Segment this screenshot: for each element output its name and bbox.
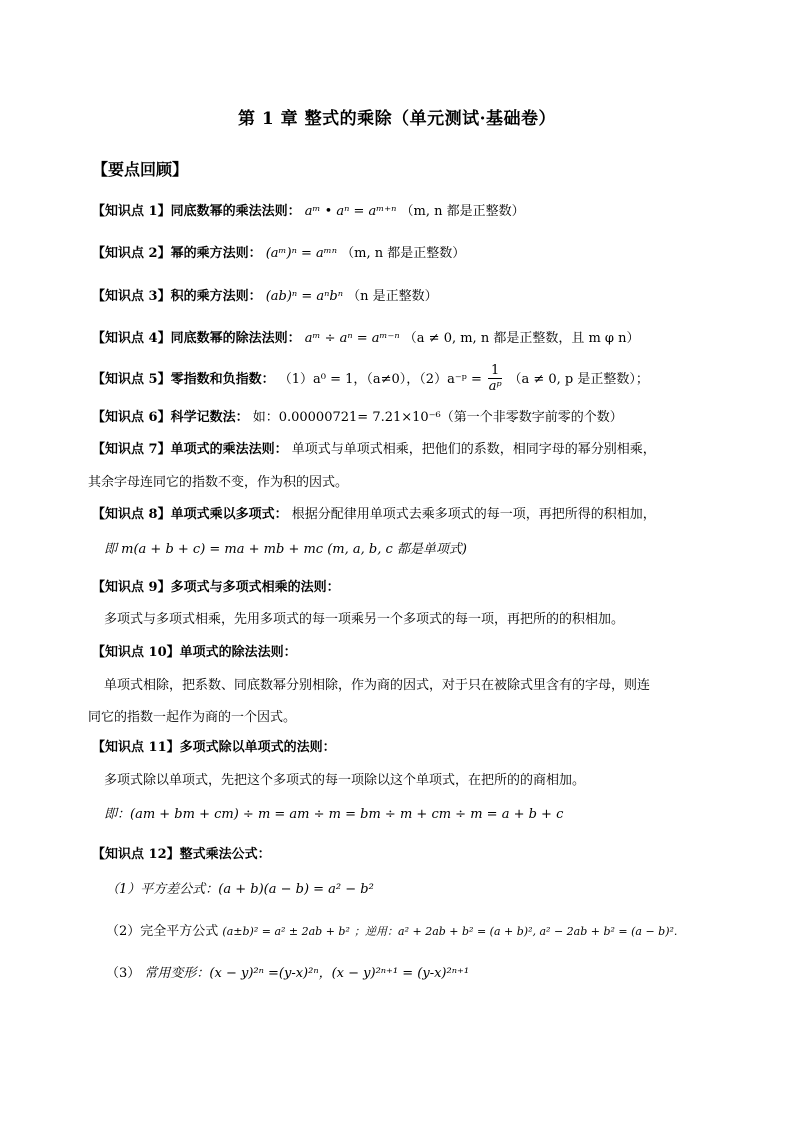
kp1-note: （m, n 都是正整数） [400, 204, 525, 219]
section-heading: 【要点回顾】 [92, 160, 189, 179]
kp6-text: 如：0.00000721= 7.21×10⁻⁶（第一个非零数字前零的个数） [252, 410, 623, 425]
kp5-part2: （a ≠ 0, p 是正整数）； [508, 372, 649, 387]
kp2-label: 【知识点 2】幂的乘方法则： [92, 246, 262, 261]
kp4-formula: aᵐ ÷ aⁿ = aᵐ⁻ⁿ [304, 331, 400, 346]
knowledge-point-1 [92, 204, 525, 220]
kp12-f3-label: （3） [106, 966, 141, 981]
knowledge-point-11-label: 【知识点 11】多项式除以单项式的法则： [92, 740, 336, 755]
kp11-text1: 多项式除以单项式，先把这个多项式的每一项除以这个单项式，在把所的的商相加。 [104, 773, 586, 788]
kp10-text2: 同它的指数一起作为商的一个因式。 [88, 710, 297, 725]
kp11-formula: 即：(am + bm + cm) ÷ m = am ÷ m = bm ÷ m + cm ÷ m = a + b + c [104, 807, 564, 822]
kp3-note: （n 是正整数） [347, 289, 438, 304]
knowledge-point-5 [92, 364, 649, 395]
kp12-f2-inverse: ；逆用：a² + 2ab + b² = (a + b)², a² − 2ab + b² = (a − b)². [354, 925, 678, 938]
knowledge-point-7 [92, 442, 656, 458]
kp8-label: 【知识点 8】单项式乘以多项式： [92, 507, 288, 522]
kp12-f3-text: 常用变形：(x − y)²ⁿ =(y-x)²ⁿ，(x − y)²ⁿ⁺¹ = (y-x)²ⁿ⁺¹ [144, 966, 470, 981]
kp9-text: 多项式与多项式相乘，先用多项式的每一项乘另一个多项式的每一项，再把所的的积相加。 [104, 612, 625, 627]
kp12-formula-2 [106, 924, 677, 940]
kp7-label: 【知识点 7】单项式的乘法法则： [92, 442, 288, 457]
knowledge-point-10-label: 【知识点 10】单项式的除法法则： [92, 645, 297, 660]
kp5-fraction-denominator: aᵖ [488, 379, 502, 394]
kp4-note: （a ≠ 0, m, n 都是正整数，且 m φ n） [403, 331, 640, 346]
kp12-f2-label: （2）完全平方公式 [106, 924, 219, 939]
kp5-part1: （1）a⁰ = 1，（a≠0），（2）a⁻ᵖ = [278, 372, 482, 387]
kp12-f2-formula: (a±b)² = a² ± 2ab + b² [222, 925, 350, 938]
knowledge-point-12-label: 【知识点 12】整式乘法公式： [92, 847, 271, 862]
kp4-label: 【知识点 4】同底数幂的除法法则： [92, 331, 301, 346]
kp3-formula: (ab)ⁿ = aⁿbⁿ [265, 289, 343, 304]
kp6-label: 【知识点 6】科学记数法： [92, 410, 249, 425]
kp12-formula-1: （1）平方差公式：(a + b)(a − b) = a² − b² [106, 882, 374, 897]
kp1-label: 【知识点 1】同底数幂的乘法法则： [92, 204, 301, 219]
kp5-fraction-numerator: 1 [488, 364, 502, 379]
kp7-continuation: 其余字母连同它的指数不变，作为积的因式。 [88, 475, 349, 490]
kp8-formula: 即 m(a + b + c) = ma + mb + mc (m, a, b, c 都是单项式) [104, 542, 467, 557]
kp5-label: 【知识点 5】零指数和负指数： [92, 372, 275, 387]
knowledge-point-9-label: 【知识点 9】多项式与多项式相乘的法则： [92, 580, 340, 595]
knowledge-point-2 [92, 246, 465, 262]
kp8-text1: 根据分配律用单项式去乘多项式的每一项，再把所得的积相加， [291, 507, 656, 522]
kp1-formula: aᵐ • aⁿ = aᵐ⁺ⁿ [304, 204, 397, 219]
kp2-note: （m, n 都是正整数） [341, 246, 466, 261]
kp7-text1: 单项式与单项式相乘，把他们的系数，相同字母的幂分别相乘， [291, 442, 656, 457]
kp5-fraction [488, 364, 502, 395]
kp2-formula: (aᵐ)ⁿ = aᵐⁿ [265, 246, 338, 261]
knowledge-point-8 [92, 507, 656, 523]
knowledge-point-4 [92, 331, 640, 347]
page-title: 第 1 章 整式的乘除（单元测试·基础卷） [237, 109, 556, 129]
kp12-formula-3 [106, 966, 469, 982]
knowledge-point-6 [92, 410, 623, 426]
knowledge-point-3 [92, 289, 438, 305]
kp10-text1: 单项式相除，把系数、同底数幂分别相除，作为商的因式，对于只在被除式里含有的字母，则连 [104, 678, 651, 693]
kp3-label: 【知识点 3】积的乘方法则： [92, 289, 262, 304]
